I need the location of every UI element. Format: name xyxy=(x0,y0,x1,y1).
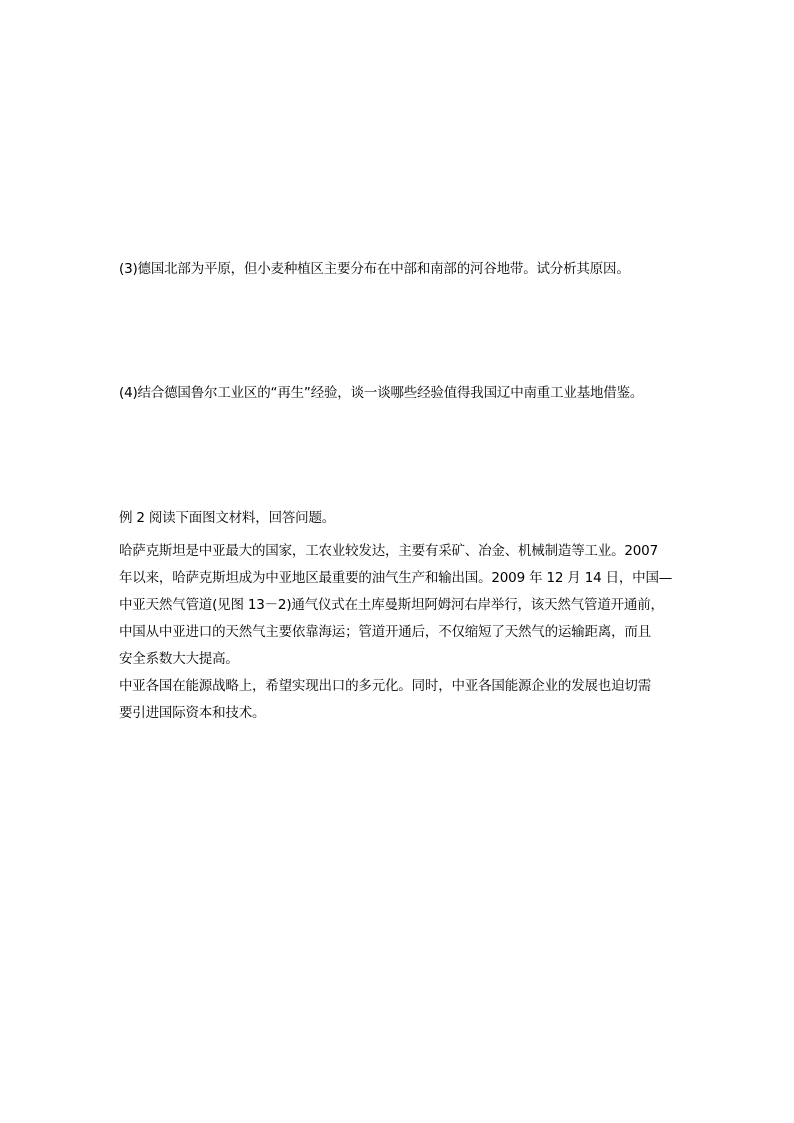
example-paragraph-2 xyxy=(119,673,679,727)
paragraph-line: 哈萨克斯坦是中亚最大的国家，工农业较发达，主要有采矿、冶金、机械制造等工业。2007 xyxy=(119,543,658,559)
paragraph-line: 年以来，哈萨克斯坦成为中亚地区最重要的油气生产和输出国。2009 年 12 月 14 日，中国— xyxy=(119,570,673,586)
paragraph-line: 中国从中亚进口的天然气主要依靠海运；管道开通后，不仅缩短了天然气的运输距离，而且 xyxy=(119,624,651,640)
question-3: (3)德国北部为平原，但小麦种植区主要分布在中部和南部的河谷地带。试分析其原因。 xyxy=(119,261,630,277)
question-4: (4)结合德国鲁尔工业区的“再生”经验，谈一谈哪些经验值得我国辽中南重工业基地借鉴。 xyxy=(119,385,644,401)
paragraph-line: 要引进国际资本和技术。 xyxy=(119,705,266,721)
example-heading: 例 2 阅读下面图文材料，回答问题。 xyxy=(119,510,336,526)
example-paragraph-1 xyxy=(119,538,679,673)
paragraph-line: 中亚各国在能源战略上，希望实现出口的多元化。同时，中亚各国能源企业的发展也迫切需 xyxy=(119,678,651,694)
paragraph-line: 中亚天然气管道(见图 13－2)通气仪式在土库曼斯坦阿姆河右岸举行，该天然气管道开通前， xyxy=(119,597,664,613)
paragraph-line: 安全系数大大提高。 xyxy=(119,651,239,667)
